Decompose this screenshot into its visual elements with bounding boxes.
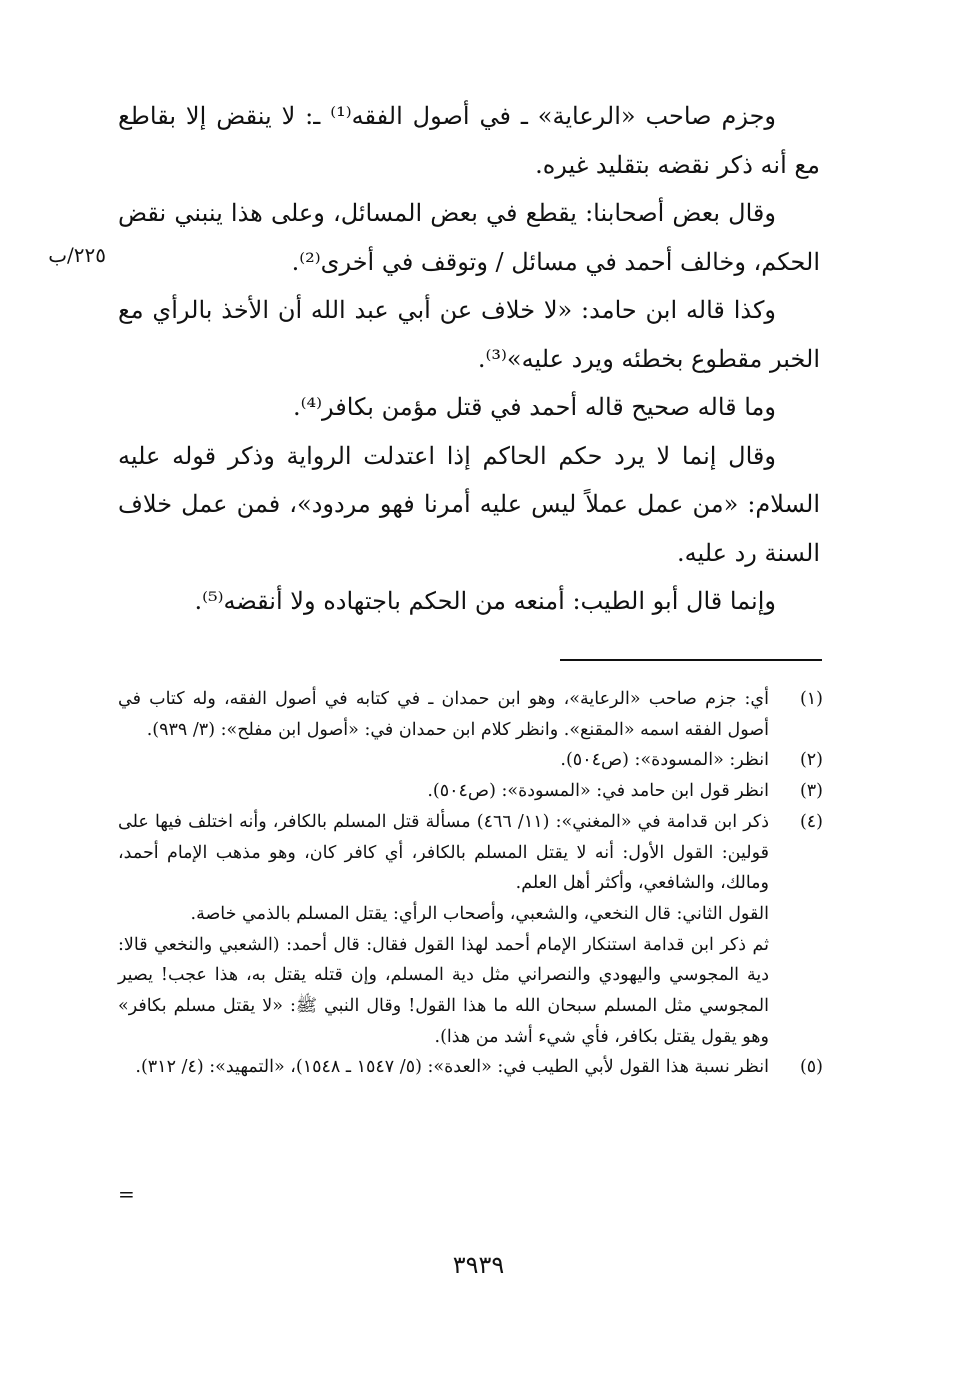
footnote-text: انظر: «المسودة»: (ص٥٠٤). — [560, 750, 769, 771]
footnote-3 — [118, 776, 823, 807]
footnote-5 — [118, 1052, 823, 1083]
page-number: ٣٩٣٩ — [452, 1251, 505, 1279]
footnote-number: (١) — [799, 689, 823, 709]
manuscript-folio-note: ٢٢٥/ب — [48, 243, 106, 267]
footnote-text: القول الثاني: قال النخعي، والشعبي، وأصحاب الرأي: يقتل المسلم بالذمي خاصة. — [190, 903, 769, 924]
paragraph-3: وكذا قاله ابن حامد: «لا خلاف عن أبي عبد الله أن الأخذ بالرأي مع الخبر مقطوع بخطئه ويرد عليه»⁽³⁾. — [118, 296, 820, 373]
footnote-text: ثم ذكر ابن قدامة استنكار الإمام أحمد لهذا القول فقال: قال أحمد: (الشعبي والنخعي قالا: دية المجوسي واليهودي والنصراني مثل دية المسلم، وإن قتله يقتل به، هذا عجب! يصير المجوسي مثل المسلم سبحان الله ما هذا القول! وقال النبي ﷺ: «لا يقتل مسلم بكافر» وهو يقول يقتل بكافر، فأي شيء أشد من هذا). — [118, 934, 769, 1047]
footnote-number: (٤) — [799, 811, 823, 832]
footnote-number: (٣) — [799, 781, 823, 802]
footnote-text: انظر نسبة هذا القول لأبي الطيب في: «العدة»: (٥/ ١٥٤٧ ـ ١٥٤٨)، «التمهيد»: (٤/ ٣١٢). — [135, 1057, 769, 1078]
main-text — [118, 92, 820, 626]
footnote-1 — [118, 684, 823, 745]
continuation-mark: = — [118, 1182, 135, 1206]
paragraph-5: وقال إنما لا يرد حكم الحاكم إذا اعتدلت الرواية وذكر قوله عليه السلام: «من عمل عملاً ليس عليه أمرنا فهو مردود»، فمن عمل خلاف السنة رد عليه. — [118, 441, 820, 567]
footnote-2 — [118, 745, 823, 776]
footnote-number: (٥) — [799, 1057, 823, 1078]
paragraph-6: وإنما قال أبو الطيب: أمنعه من الحكم باجتهاده ولا أنقضه⁽⁵⁾. — [194, 587, 776, 615]
footnote-divider — [560, 659, 822, 661]
footnote-text: انظر قول ابن حامد في: «المسودة»: (ص٥٠٤). — [427, 781, 769, 802]
paragraph-1: وجزم صاحب «الرعاية» ـ في أصول الفقه⁽¹⁾ ـ: لا ينقض إلا بقاطع مع أنه ذكر نقضه بتقليد غيره. — [118, 102, 820, 179]
paragraph-2: وقال بعض أصحابنا: يقطع في بعض المسائل، وعلى هذا ينبني نقض الحكم، وخالف أحمد في مسائل / وتوقف في أخرى⁽²⁾. — [118, 199, 820, 276]
footnote-text: أي: جزم صاحب «الرعاية»، وهو ابن حمدان ـ في كتابه في أصول الفقه، وله كتاب في أصول الفقه اسمه «المقنع». وانظر كلام ابن حمدان في: «أصول ابن مفلح»: (٣/ ٩٣٩). — [118, 689, 769, 740]
footnotes — [118, 684, 823, 1083]
footnote-4 — [118, 807, 823, 1053]
footnote-text: ذكر ابن قدامة في «المغني»: (١١/ ٤٦٦) مسألة قتل المسلم بالكافر، وأنه اختلف فيها على قولين: القول الأول: أنه لا يقتل المسلم بالكافر، أي كافر كان، وهو مذهب الإمام أحمد، ومالك، والشافعي، وأكثر أهل العلم. — [118, 811, 769, 894]
paragraph-4: وما قاله صحيح قاله أحمد في قتل مؤمن بكافر⁽⁴⁾. — [292, 393, 776, 421]
footnote-number: (٢) — [799, 750, 823, 771]
